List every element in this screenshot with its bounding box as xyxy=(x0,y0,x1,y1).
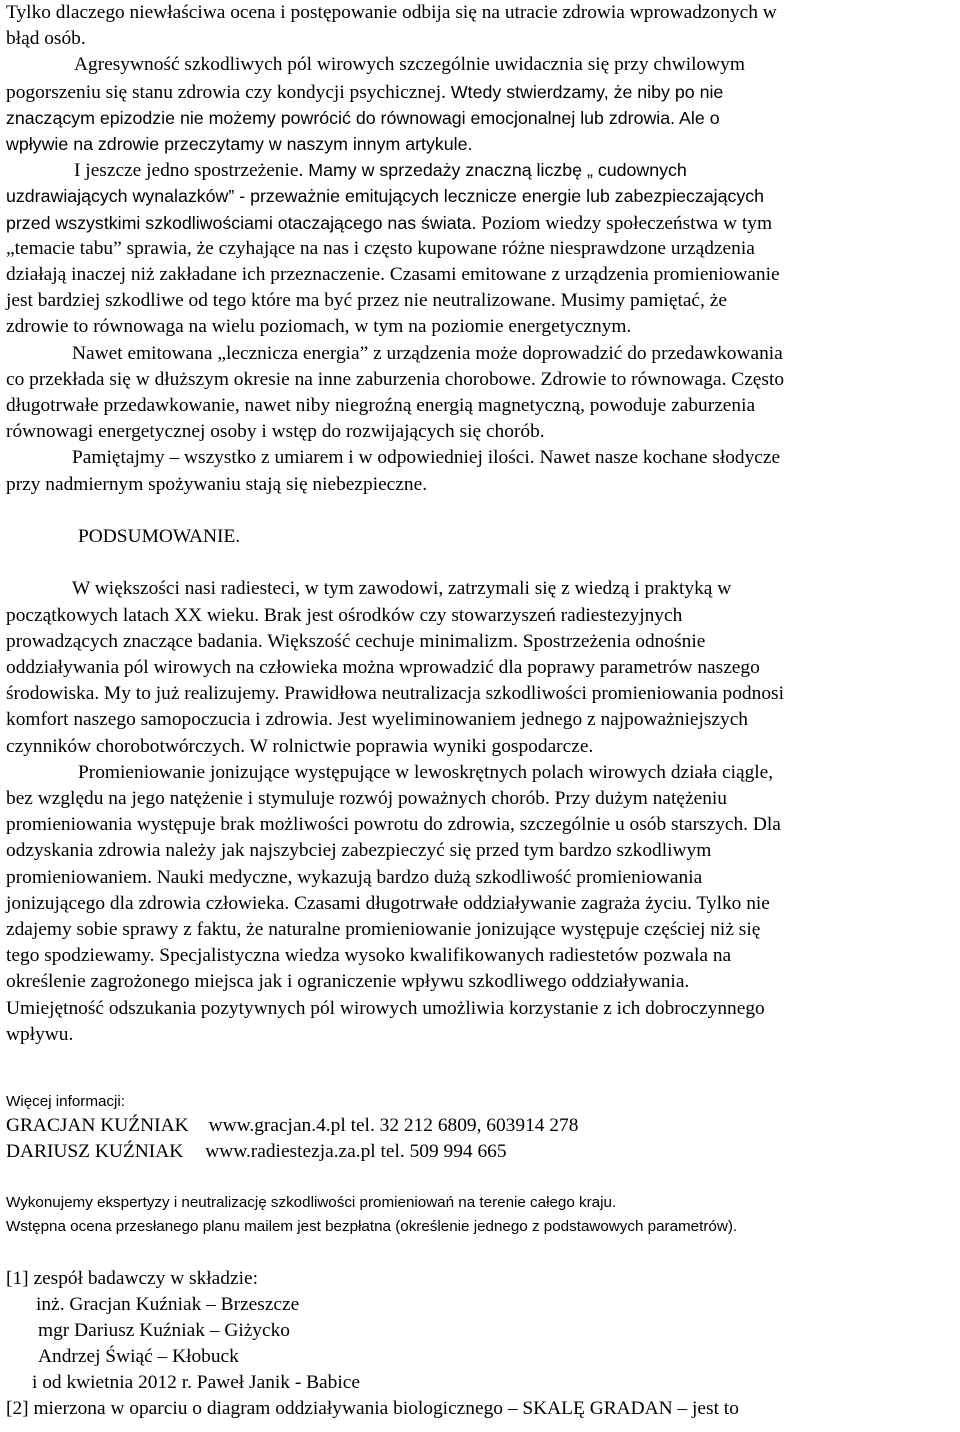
text-span: Ale o xyxy=(675,107,720,128)
text-line xyxy=(6,734,593,760)
text-line xyxy=(6,1022,73,1048)
text-span: środowiska. My to już realizujemy. xyxy=(6,683,280,705)
text-line xyxy=(74,52,745,78)
text-line xyxy=(6,996,765,1022)
footnote-member: Andrzej Świąć – Kłobuck xyxy=(38,1346,239,1367)
text-line xyxy=(6,969,689,995)
text-span: Dla xyxy=(748,814,781,836)
text-line xyxy=(6,812,781,838)
text-line xyxy=(6,472,427,498)
contact-heading: Więcej informacji: xyxy=(6,1093,125,1110)
text-span: Nauki medyczne, wykazują bardzo dużą szkodliwość promieniowania xyxy=(151,866,703,888)
text-line xyxy=(6,917,760,943)
text-line xyxy=(6,0,777,26)
text-span: Nawet nasze kochane słodycze xyxy=(534,447,781,469)
offer-line-1: Wykonujemy ekspertyzy i neutralizację szkodliwości promieniowań na terenie całego kraju. xyxy=(6,1194,617,1211)
contact-details: www.gracjan.4.pl tel. 32 212 6809, 603914 278 xyxy=(208,1115,579,1136)
text-line xyxy=(6,838,711,864)
text-line xyxy=(6,183,764,209)
text-span: znaczącym epizodzie nie możemy powrócić do równowagi emocjonalnej lub zdrowia. xyxy=(6,107,676,128)
text-span: Umiejętność odszukania pozytywnych pól wirowych umożliwia korzystanie z ich dobroczynnego xyxy=(6,997,765,1019)
text-span: Pamiętajmy – wszystko z umiarem i w odpowiedniej ilości. xyxy=(72,447,535,469)
footnote-member: mgr Dariusz Kuźniak – Giżycko xyxy=(38,1320,291,1341)
text-span: równowagi energetycznej osoby i wstęp do rozwijających się chorób. xyxy=(6,421,545,443)
text-line xyxy=(6,891,770,917)
text-span: Czasami emitowane z urządzenia promieniowanie xyxy=(384,264,780,285)
text-span: PODSUMOWANIE. xyxy=(78,526,241,547)
text-span: błąd osób. xyxy=(6,28,86,50)
text-span: określenie zagrożonego miejsca jak i ograniczenie wpływu szkodliwego oddziaływania. xyxy=(6,971,690,993)
text-line xyxy=(6,236,755,262)
text-line xyxy=(6,707,748,733)
text-span: przy nadmiernym spożywaniu stają się niebezpieczne. xyxy=(6,473,428,495)
text-line xyxy=(6,367,784,393)
text-line xyxy=(6,681,784,707)
text-span: Zdrowie to równowaga. Często xyxy=(535,368,785,390)
text-span: Promieniowanie jonizujące występujące w lewoskrętnych polach wirowych działa ciągle, xyxy=(78,761,774,783)
text-span: komfort naszego samopoczucia i zdrowia. xyxy=(6,709,333,731)
text-span: promieniowaniem. xyxy=(6,866,152,888)
text-span: Agresywność szkodliwych pól wirowych szczególnie uwidacznia się przy chwilowym xyxy=(74,54,745,76)
footnote-2: [2] mierzona w oparciu o diagram oddziaływania biologicznego – SKALĘ GRADAN – jest to xyxy=(6,1398,739,1419)
text-span: I jeszcze jedno spostrzeżenie. xyxy=(74,160,304,182)
text-span: zdajemy sobie sprawy z faktu, że naturalne promieniowanie jonizujące występuje częściej niż się xyxy=(6,919,761,940)
contact-name: GRACJAN KUŹNIAK xyxy=(6,1115,189,1136)
text-line xyxy=(6,288,727,314)
offer-line-2: Wstępna ocena przesłanego planu mailem jest bezpłatna (określenie jednego z podstawowych parametrów). xyxy=(6,1218,738,1235)
contact-name: DARIUSZ KUŹNIAK xyxy=(6,1141,184,1162)
text-span: wpływu. xyxy=(6,1023,74,1045)
text-span: Brak jest ośrodków czy stowarzyszeń radiestezyjnych xyxy=(259,604,683,626)
text-span: Czasami długotrwałe oddziaływanie zagraża życiu. Tylko nie xyxy=(289,892,770,914)
text-line xyxy=(6,79,723,106)
text-span: Jest wyeliminowaniem jednego z najpoważniejszych xyxy=(332,709,749,731)
text-line xyxy=(78,524,240,550)
text-span: jest bardziej szkodliwe od tego które ma być przez nie neutralizowane. xyxy=(6,290,556,312)
text-span: czynników chorobotwórczych. xyxy=(6,735,246,757)
text-line xyxy=(6,865,702,891)
text-span: Nawet emitowana „lecznicza energia” z urządzenia może doprowadzić do przedawkowania xyxy=(72,342,783,364)
text-span: Musimy pamiętać, że xyxy=(555,290,727,312)
text-line xyxy=(72,341,783,367)
text-line xyxy=(72,576,731,602)
text-line xyxy=(6,210,772,237)
text-line xyxy=(6,393,755,419)
text-span: pogorszeniu się stanu zdrowia czy kondycji psychicznej. xyxy=(6,81,446,103)
text-span: uzdrawiających wynalazków” - przeważnie emitujących lecznicze energie lub zabezpieczających xyxy=(6,186,765,207)
footnote-1: [1] zespół badawczy w składzie: xyxy=(6,1268,258,1289)
text-span: odzyskania zdrowia należy jak najszybciej zabezpieczyć się przed tym bardzo szkodliwym xyxy=(6,840,712,862)
text-span: początkowych latach XX wieku. xyxy=(6,604,260,626)
text-span: „temacie tabu” sprawia, że czyhające na nas i często kupowane różne niesprawdzone urządzenia xyxy=(6,237,755,259)
text-span: działają inaczej niż zakładane ich przeznaczenie. xyxy=(6,264,385,285)
text-line xyxy=(6,786,727,812)
text-line xyxy=(6,105,720,131)
text-span: Większość cechuje minimalizm. Spostrzeżenia odnośnie xyxy=(262,630,706,652)
text-span: Tylko dlaczego niewłaściwa ocena i postępowanie odbija się na utracie zdrowia wprowadzonych w xyxy=(6,2,777,23)
text-span: wpływie na zdrowie przeczytamy w naszym innym artykule. xyxy=(6,134,473,154)
text-span: Prawidłowa neutralizacja szkodliwości promieniowania podnosi xyxy=(279,683,784,705)
footnote-member: inż. Gracjan Kuźniak – Brzeszcze xyxy=(36,1294,300,1315)
text-line xyxy=(6,603,682,629)
text-span: oddziaływania pól wirowych na człowieka można wprowadzić dla poprawy parametrów naszego xyxy=(6,657,760,678)
text-span: długotrwałe przedawkowanie, nawet niby niegroźną energią magnetyczną, powoduje zaburzenia xyxy=(6,395,756,416)
text-line xyxy=(6,629,705,655)
text-span: promieniowania występuje brak możliwości powrotu do zdrowia, szczególnie u osób starszych. xyxy=(6,814,749,836)
contact-details: www.radiestezja.za.pl tel. 509 994 665 xyxy=(205,1141,507,1162)
text-span: W większości nasi radiesteci, w tym zawodowi, zatrzymali się z wiedzą i praktyką w xyxy=(72,578,732,600)
text-line xyxy=(6,419,545,445)
text-line xyxy=(6,943,731,969)
text-line xyxy=(74,157,687,184)
text-span: bez względu na jego natężenie i stymuluje rozwój poważnych chorób. xyxy=(6,788,550,809)
text-span: prowadzących znaczące badania. xyxy=(6,630,263,652)
text-span: Poziom wiedzy społeczeństwa w tym xyxy=(476,212,773,234)
text-span: zdrowie to równowaga na wielu poziomach, w tym na poziomie energetycznym. xyxy=(6,316,632,338)
text-span: W rolnictwie poprawia wyniki gospodarcze. xyxy=(245,735,594,757)
text-line xyxy=(6,314,631,340)
text-line xyxy=(6,655,760,681)
text-line xyxy=(6,262,780,288)
text-span: jonizującego dla zdrowia człowieka. xyxy=(6,892,290,914)
text-line xyxy=(6,131,472,157)
text-span: Wtedy stwierdzamy, że niby po nie xyxy=(445,81,724,102)
text-span: Specjalistyczna wiedza wysoko kwalifikowanych radiestetów pozwala na xyxy=(154,945,732,967)
footnote-member: i od kwietnia 2012 r. Paweł Janik - Babice xyxy=(32,1372,360,1393)
text-span: co przekłada się w dłuższym okresie na inne zaburzenia chorobowe. xyxy=(6,368,536,390)
text-line xyxy=(72,445,780,471)
contact-gracjan xyxy=(6,1113,578,1139)
contact-dariusz xyxy=(6,1139,507,1165)
text-span: Przy dużym natężeniu xyxy=(549,788,727,809)
text-span: przed wszystkimi szkodliwościami otaczającego nas świata. xyxy=(6,212,477,233)
text-line xyxy=(6,26,86,52)
text-span: tego spodziewamy. xyxy=(6,945,155,967)
text-line xyxy=(78,760,773,786)
text-span: Mamy w sprzedaży znaczną liczbę „ cudownych xyxy=(303,160,687,181)
